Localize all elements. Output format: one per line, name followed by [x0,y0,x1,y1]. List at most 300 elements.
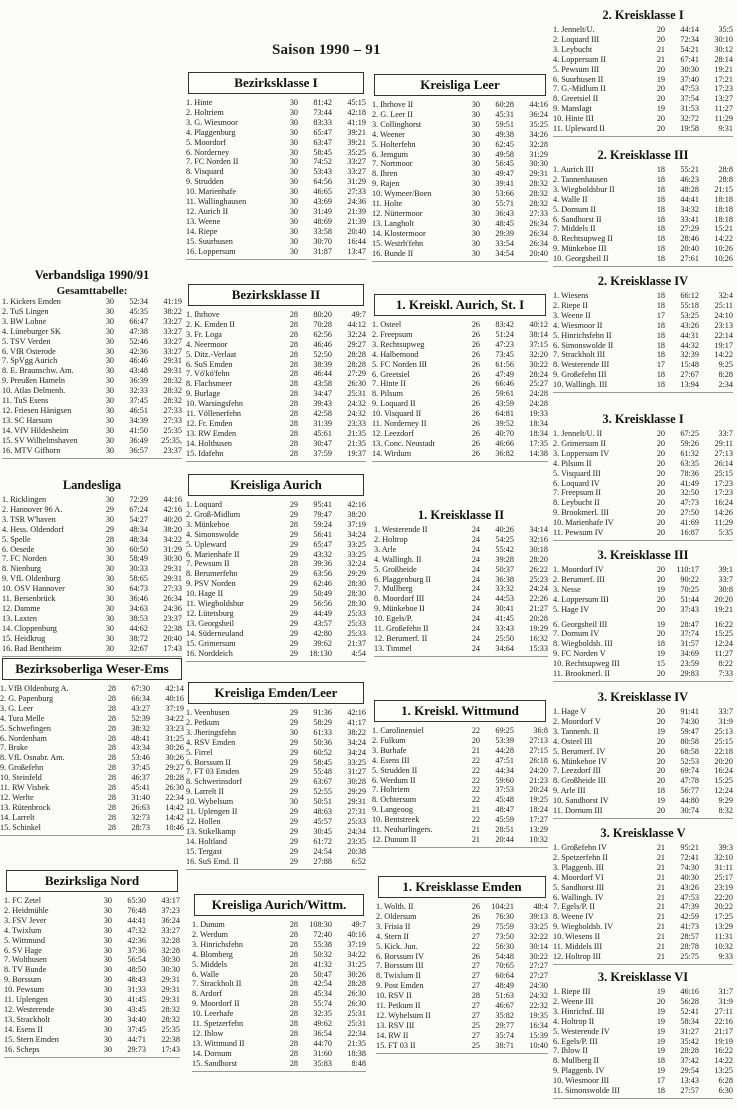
team-name: 13. RSV III [376,1020,415,1030]
games-played: 28 [107,733,116,743]
points: 33:23 [165,723,184,733]
goals: 28:47 [680,619,699,629]
games-played: 29 [289,599,298,609]
goals: 70:25 [680,584,699,594]
goals: 35:83 [313,1058,332,1068]
table-row [376,1041,548,1051]
games-played: 29 [289,648,298,658]
games-played: 19 [656,1026,665,1036]
goals: 27:61 [680,254,699,264]
points: 29:11 [714,438,733,448]
points: 9:29 [718,796,733,806]
table-row [4,985,180,995]
games-played: 26 [471,399,480,409]
points: 6:52 [351,856,366,866]
goals: 34:64 [495,643,514,653]
table-row [372,825,548,835]
points: 32:20 [529,349,548,359]
points: 34:24 [347,747,366,757]
games-played: 30 [471,208,480,218]
points: 28:30 [347,599,366,609]
goals: 65:30 [127,896,146,905]
points: 23:33 [347,418,366,428]
points: 24:28 [529,389,548,399]
table-row [374,614,548,624]
points: 16:34 [529,1020,548,1030]
team-name: 12. Wybelsum II [376,1010,431,1020]
table-row [186,579,366,589]
goals: 28:28 [680,1046,699,1056]
team-name: 2. Tannenhausen [553,174,608,184]
games-played: 30 [471,189,480,199]
table-row [4,1005,180,1015]
table-row [372,389,548,399]
team-name: 11. Neuharlingers. [372,825,433,835]
table-row [2,347,182,357]
points: 27:33 [347,187,366,197]
games-played: 27 [471,931,480,941]
points: 32:28 [161,935,180,945]
goals: 33:58 [313,226,332,236]
games-played: 28 [107,743,116,753]
team-name: 5. Holterfehn [372,139,416,149]
goals: 43:32 [313,549,332,559]
points: 27:11 [714,1006,733,1016]
goals: 50:47 [313,969,332,979]
goals: 62:45 [495,139,514,149]
goals: 59:61 [495,389,514,399]
points: 30:26 [165,743,184,753]
points: 27:27 [529,961,548,971]
points: 16:22 [714,1046,733,1056]
team-name: 5. Berumerf. IV [553,746,606,756]
table-verbandsliga [2,268,182,459]
table-row [186,777,366,787]
games-played: 30 [105,326,114,336]
points: 22:32 [529,1001,548,1011]
table-row [186,389,366,399]
table-row [553,331,733,341]
table-row [553,1066,733,1076]
team-name: 14. Dornum [192,1048,232,1058]
points: 37:19 [347,519,366,529]
points: 33:7 [718,707,733,716]
table-row [372,169,548,179]
team-name: 15. Tergast [186,846,222,856]
points: 30:8 [718,584,733,594]
table-row [374,565,548,575]
table-row [553,439,733,449]
points: 38:20 [163,524,182,534]
team-name: 11. Wiegboldsbur [186,599,244,609]
goals: 31:87 [313,246,332,256]
table-3-kreisklasse-6 [553,970,733,1099]
table-row [374,525,548,535]
points: 33:27 [347,157,366,167]
goals: 41:69 [680,518,699,528]
goals: 50:49 [313,589,332,599]
goals: 41:49 [680,478,699,488]
table-row [2,505,182,515]
team-name: 7. FT 03 Emden [186,767,240,777]
points: 35:5 [718,25,733,34]
team-name: 9. VfL Oldenburg [2,574,61,584]
games-played: 18 [656,330,665,340]
games-played: 19 [656,987,665,996]
goals: 61:56 [495,359,514,369]
points: 28:24 [529,369,548,379]
games-played: 26 [471,359,480,369]
points: 37:23 [161,905,180,915]
goals: 55:21 [680,165,699,174]
team-name: 6. Nordenham [0,733,47,743]
points: 49:7 [351,310,366,319]
points: 28:32 [529,189,548,199]
points: 10:46 [165,822,184,832]
points: 26:34 [529,238,548,248]
goals: 36:54 [313,1028,332,1038]
table-row [192,960,366,970]
team-name: 11. RW Visbek [0,783,50,793]
games-played: 28 [289,369,298,379]
goals: 42:36 [129,346,148,356]
table-row [553,215,733,225]
team-name: 9. Strudden [186,177,224,187]
table-title: Kreisliga Aurich [188,474,364,496]
goals: 67:30 [131,684,150,693]
games-played: 30 [289,206,298,216]
games-played: 30 [105,396,114,406]
team-name: 3. G. Wiesmoor [186,117,238,127]
team-name: 13. Conc. Neustadt [372,438,435,448]
games-played: 18 [656,234,665,244]
points: 30:28 [347,777,366,787]
goals: 58:49 [129,554,148,564]
goals: 61:72 [313,836,332,846]
games-played: 28 [289,1058,298,1068]
table-row [374,535,548,545]
games-played: 22 [471,726,480,735]
goals: 37:53 [495,785,514,795]
games-played: 27 [471,1010,480,1020]
table-row [2,604,182,614]
table-row [186,197,366,207]
team-name: 16. Scheps [4,1044,40,1054]
goals: 27:50 [680,508,699,518]
games-played: 20 [656,996,665,1006]
table-row [186,379,366,389]
goals: 61:33 [313,727,332,737]
table-row [0,743,184,753]
table-rows [372,320,548,462]
table-row [4,955,180,965]
games-played: 28 [107,792,116,802]
points: 21:37 [347,638,366,648]
team-name: 12. Westerende [4,1004,55,1014]
goals: 38:71 [495,1040,514,1050]
table-row [372,209,548,219]
table-row [553,873,733,883]
points: 26:30 [347,989,366,999]
points: 17:21 [714,74,733,84]
points: 25:31 [347,389,366,399]
table-row [372,419,548,429]
goals: 43:26 [680,320,699,330]
team-name: 8. Moordorf III [374,594,425,604]
team-name: 5. Westerende IV [553,1026,610,1036]
games-played: 20 [656,565,665,574]
games-played: 20 [656,746,665,756]
team-name: 12. Berumerf. II [374,633,428,643]
games-played: 29 [289,539,298,549]
table-row [553,565,733,575]
points: 22:20 [714,892,733,902]
points: 9:33 [718,951,733,961]
team-name: 6. Wallingh. IV [553,892,604,902]
table-row [553,528,733,538]
table-row [553,942,733,952]
team-name: 12. Leezdorf [372,428,414,438]
points: 11:29 [714,518,733,528]
points: 28:32 [529,199,548,209]
games-played: 20 [656,429,665,438]
goals: 43:59 [495,399,514,409]
points: 21:15 [714,184,733,194]
goals: 37:54 [680,94,699,104]
team-name: 10. Hinte III [553,114,594,124]
team-name: 6. Sandhorst II [553,214,602,224]
table-title: 1. Kreisklasse II [417,508,505,522]
goals: 66:34 [131,693,150,703]
goals: 32:73 [131,812,150,822]
team-name: 3. Jheringsfehn [186,727,237,737]
table-row [186,138,366,148]
table-row [192,1029,366,1039]
points: 25:17 [714,872,733,882]
team-name: 2. Fulkum [372,735,406,745]
points: 24:32 [347,399,366,409]
points: 8:32 [718,806,733,816]
games-played: 28 [289,939,298,949]
table-row [186,157,366,167]
goals: 48:43 [127,975,146,985]
table-row [553,737,733,747]
table-row [2,376,182,386]
games-played: 18 [656,214,665,224]
goals: 44:32 [680,340,699,350]
team-name: 11. Großefehn II [374,624,429,634]
games-played: 25 [471,1040,480,1050]
team-name: 5. Spelle [2,534,31,544]
games-played: 20 [656,468,665,478]
team-name: 8. Weene IV [553,912,594,922]
table-row [374,604,548,614]
table-subtitle: Gesamttabelle: [56,285,128,297]
team-name: 6. Norderney [186,147,230,157]
table-row [186,728,366,738]
points: 35:25 [347,147,366,157]
games-played: 30 [103,925,112,935]
points: 11:27 [714,104,733,114]
goals: 49:47 [495,169,514,179]
goals: 13:43 [680,1076,699,1086]
points: 24:10 [714,310,733,320]
games-played: 18 [656,291,665,300]
goals: 104:21 [491,902,514,911]
team-name: 6. SV Hage [4,945,42,955]
team-name: 4. Wallingh. II [374,554,422,564]
goals: 52:46 [129,336,148,346]
goals: 46:65 [313,187,332,197]
team-name: 10. Warsingsfehn [186,399,243,409]
table-row [0,714,184,724]
goals: 28:57 [680,932,699,942]
team-name: 2. Riepe II [553,300,588,310]
games-played: 22 [471,795,480,805]
table-rows [372,100,548,262]
goals: 33:54 [495,238,514,248]
goals: 30:74 [680,806,699,816]
team-name: 9. Großefehn III [553,370,607,380]
goals: 47:51 [495,755,514,765]
table-row [0,734,184,744]
team-name: 7. Nortmoor [372,159,413,169]
team-name: 9. Münkeboe II [374,604,425,614]
points: 22:34 [347,1028,366,1038]
games-played: 18 [656,380,665,390]
team-name: 7. Ihlow II [553,1046,588,1056]
goals: 13:94 [680,380,699,390]
games-played: 22 [471,775,480,785]
table-row [376,912,548,922]
goals: 40:26 [495,525,514,534]
team-name: 13. Timmel [374,643,412,653]
points: 32:4 [718,291,733,300]
table-row [553,205,733,215]
games-played: 24 [471,584,480,594]
team-name: 3. Leybucht [553,44,593,54]
team-name: 3. Frisia II [376,921,411,931]
points: 34:24 [347,529,366,539]
games-played: 20 [656,528,665,538]
games-played: 19 [656,1036,665,1046]
points: 36:8 [533,726,548,735]
points: 31:11 [714,862,733,872]
table-row [374,555,548,565]
table-title: Landesliga [62,478,122,492]
team-name: 8. Nienburg [2,564,41,574]
team-name: 9. Brookmerl. III [553,508,609,518]
table-row [372,159,548,169]
table-row [186,857,366,867]
games-played: 28 [289,448,298,458]
games-played: 30 [105,366,114,376]
team-name: 10. Wybelsum [186,797,234,807]
points: 28:28 [347,979,366,989]
goals: 58:65 [129,574,148,584]
games-played: 19 [656,649,665,659]
table-row [4,1025,180,1035]
team-name: 7. Egels/P. II [553,902,595,912]
points: 33:7 [718,429,733,438]
team-name: 1. Aurich III [553,165,594,174]
goals: 60:28 [495,100,514,109]
team-name: 16. MTV Gifhorn [2,445,61,455]
table-row [374,584,548,594]
goals: 48:34 [129,534,148,544]
goals: 45:31 [495,109,514,119]
games-played: 30 [105,415,114,425]
team-name: 16. Loppersum [186,246,236,256]
games-played: 30 [471,119,480,129]
games-played: 28 [289,389,298,399]
table-row [376,991,548,1001]
games-played: 21 [656,942,665,952]
goals: 72:40 [313,929,332,939]
points: 28:32 [163,386,182,396]
games-played: 29 [289,816,298,826]
table-row [186,177,366,187]
table-row [186,128,366,138]
goals: 34:69 [680,649,699,659]
points: 19:17 [714,340,733,350]
games-played: 18 [656,165,665,174]
points: 32:28 [161,945,180,955]
points: 29:31 [529,169,548,179]
games-played: 30 [103,975,112,985]
games-played: 19 [656,584,665,594]
points: 40:16 [165,693,184,703]
table-row [553,45,733,55]
table-row [186,708,366,718]
games-played: 30 [105,633,114,643]
table-row [553,883,733,893]
goals: 25:75 [680,951,699,961]
games-played: 30 [105,495,114,504]
goals: 32:35 [313,1009,332,1019]
goals: 18:130 [309,648,332,658]
table-row [374,624,548,634]
points: 19:19 [714,1036,733,1046]
team-name: 5. Middels [192,959,228,969]
games-played: 26 [471,339,480,349]
team-name: 1. Wolth. II [376,902,414,911]
table-row [553,863,733,873]
table-rows [186,98,366,260]
table-row [2,307,182,317]
games-played: 30 [103,995,112,1005]
games-played: 28 [289,989,298,999]
games-played: 19 [656,1006,665,1016]
points: 10:32 [529,834,548,844]
games-played: 26 [471,369,480,379]
games-played: 19 [656,726,665,736]
team-name: 10. Atlas Delmenh. [2,386,66,396]
points: 42:18 [347,107,366,117]
games-played: 28 [107,693,116,703]
team-name: 13. Stikelkamp [186,826,236,836]
team-name: 10. Georgsheil II [553,254,609,264]
table-row [0,684,184,694]
team-name: 5. Kick. Jun. [376,941,418,951]
table-row [2,297,182,307]
team-name: 3. Burhafe [372,745,407,755]
goals: 29:54 [680,1066,699,1076]
points: 19:33 [529,409,548,419]
goals: 36:46 [129,594,148,604]
goals: 53:25 [680,310,699,320]
goals: 23:59 [680,659,699,669]
